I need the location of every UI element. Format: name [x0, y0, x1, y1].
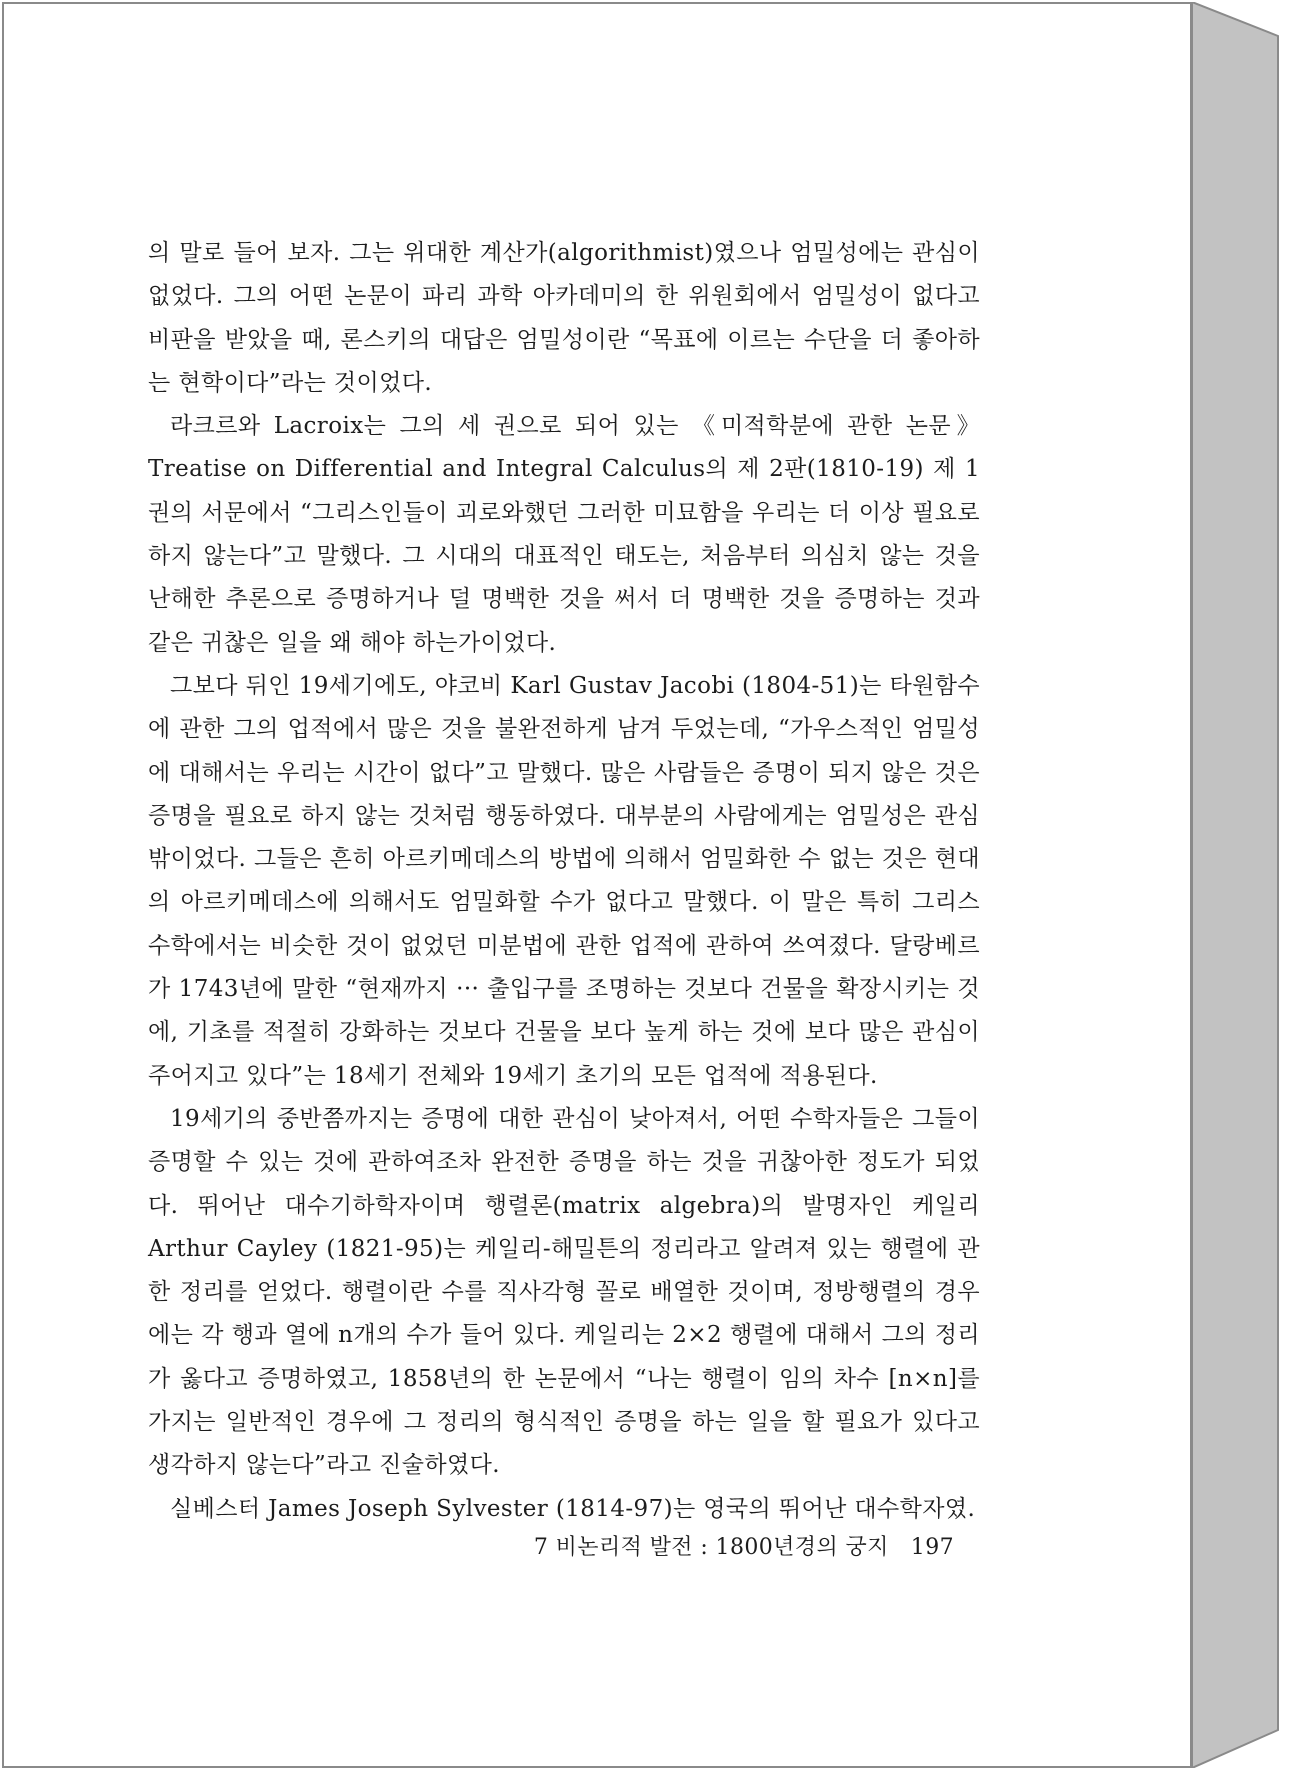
- page-number: 197: [910, 1535, 954, 1560]
- page-edge-shadow: [1192, 2, 1292, 1768]
- paragraph: 의 말로 들어 보자. 그는 위대한 계산가(algorithmist)였으나 엄밀성에는 관심이 없었다. 그의 어떤 논문이 파리 과학 아카데미의 한 위원회에서 엄밀성이 없다고 비판을 받았을 때, 론스키의 대답은 엄밀성이란 “목표에 이르는 수단을 더 좋아하는 현학이다”라는 것이었다.: [148, 240, 980, 396]
- paragraph: 그보다 뒤인 19세기에도, 야코비 Karl Gustav Jacobi (1804-51)는 타원함수에 관한 그의 업적에서 많은 것을 불완전하게 남겨 두었는데, “가우스적인 엄밀성에 대해서는 우리는 시간이 없다”고 말했다. 많은 사람들은 증명이 되지 않은 것은 증명을 필요로 하지 않는 것처럼 행동하였다. 대부분의 사람에게는 엄밀성은 관심 밖이었다. 그들은 흔히 아르키메데스의 방법에 의해서 엄밀화한 수 없는 것은 현대의 아르키메데스에 의해서도 엄밀화할 수가 없다고 말했다. 이 말은 특히 그리스 수학에서는 비슷한 것이 없었던 미분법에 관한 업적에 관하여 쓰여졌다. 달랑베르가 1743년에 말한 “현재까지 ··· 출입구를 조명하는 것보다 건물을 확장시키는 것에, 기초를 적절히 강화하는 것보다 건물을 보다 높게 하는 것에 보다 많은 관심이 주어지고 있다”는 18세기 전체와 19세기 초기의 모든 업적에 적용된다.: [148, 672, 980, 1089]
- paragraph: 19세기의 중반쯤까지는 증명에 대한 관심이 낮아져서, 어떤 수학자들은 그들이 증명할 수 있는 것에 관하여조차 완전한 증명을 하는 것을 귀찮아한 정도가 되었다. 뛰어난 대수기하학자이며 행렬론(matrix algebra)의 발명자인 케일리 Arthur Cayley (1821-95)는 케일리-해밀튼의 정리라고 알려져 있는 행렬에 관한 정리를 얻었다. 행렬이란 수를 직사각형 꼴로 배열한 것이며, 정방행렬의 경우에는 각 행과 열에 n개의 수가 들어 있다. 케일리는 2×2 행렬에 대해서 그의 정리가 옳다고 증명하였고, 1858년의 한 논문에서 “나는 행렬이 임의 차수 [n×n]를 가지는 일반적인 경우에 그 정리의 형식적인 증명을 하는 일을 할 필요가 있다고 생각하지 않는다”라고 진술하였다.: [148, 1105, 980, 1479]
- body-text: [148, 232, 980, 1531]
- paragraph: 라크르와 Lacroix는 그의 세 권으로 되어 있는 《미적학분에 관한 논문》 Treatise on Differential and Integral Calculus의 제 2판(1810-19) 제 1권의 서문에서 “그리스인들이 괴로와했던 그러한 미묘함을 우리는 더 이상 필요로 하지 않는다”고 말했다. 그 시대의 대표적인 태도는, 처음부터 의심치 않는 것을 난해한 추론으로 증명하거나 덜 명백한 것을 써서 더 명백한 것을 증명하는 것과 같은 귀찮은 일을 왜 해야 하는가이었다.: [148, 413, 980, 656]
- paragraph: 실베스터 James Joseph Sylvester (1814-97)는 영국의 뛰어난 대수학자였.: [170, 1495, 976, 1522]
- page-footer: [148, 1530, 954, 1561]
- running-footer-chapter: 7 비논리적 발전 : 1800년경의 궁지: [533, 1535, 889, 1560]
